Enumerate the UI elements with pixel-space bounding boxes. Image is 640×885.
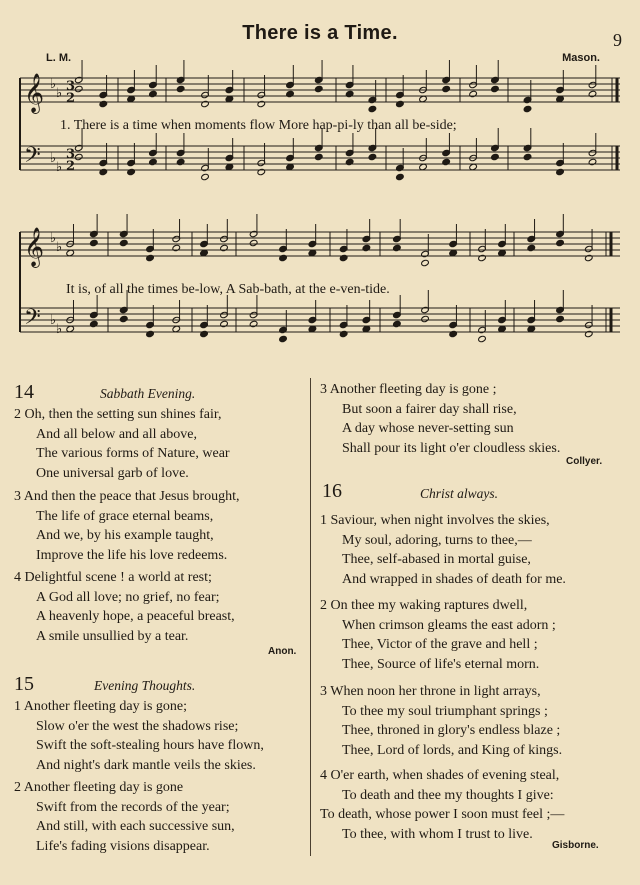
flat-icon: ♭ [50, 231, 57, 246]
note-head [556, 239, 565, 246]
verse-line: 4 Delightful scene ! a world at rest; [14, 570, 212, 585]
note-head [491, 85, 500, 92]
time-signature-top: 3 [66, 147, 76, 162]
note-head [90, 239, 99, 246]
lyric-line-1: 1. There is a time when moments flow More hap-pi-ly than all be-side; [60, 118, 457, 133]
flat-icon: ♭ [56, 160, 63, 175]
note-head [396, 100, 405, 107]
flat-icon: ♭ [56, 240, 63, 255]
lyric-line-2: It is, of all the times be-low, A Sab-bath, at the e-ven-tide. [66, 282, 390, 297]
verse-line: Swift from the records of the year; [36, 799, 230, 815]
note-head [249, 320, 258, 327]
verse-line: But soon a fairer day shall rise, [342, 401, 517, 417]
note-head [257, 100, 266, 107]
verse-line: To death, whose power I soon must feel ;— [320, 807, 565, 822]
verse-line: Thee, Source of life's eternal morn. [342, 656, 540, 672]
note-head [200, 330, 209, 337]
note-head [491, 153, 500, 160]
note-head [523, 105, 532, 112]
flat-icon: ♭ [56, 322, 63, 337]
note-head [286, 90, 295, 97]
verse-line: 4 O'er earth, when shades of evening steal, [320, 768, 560, 783]
flat-icon: ♭ [50, 151, 57, 166]
verse-line: Thee, throned in glory's endless blaze ; [342, 723, 561, 738]
verse-line: A smile unsullied by a tear. [36, 628, 189, 644]
time-signature-bottom: 2 [66, 91, 76, 106]
note-head [584, 330, 593, 337]
verse-line: The life of grace eternal beams, [36, 508, 214, 524]
verse-line: One universal garb of love. [36, 465, 189, 481]
meter-label: L. M. [46, 52, 72, 64]
note-head [523, 153, 532, 160]
hymn-16-verse-1 [320, 511, 566, 589]
note-head [421, 259, 430, 266]
hymn-14-author: Anon. [268, 646, 297, 657]
note-head [99, 168, 108, 175]
note-head [119, 315, 128, 322]
verse-line: The various forms of Nature, wear [36, 446, 230, 461]
note-head [314, 153, 323, 160]
note-head [149, 90, 158, 97]
note-head [176, 85, 185, 92]
hymn-15-verse-1 [14, 697, 264, 775]
note-head [345, 90, 354, 97]
verse-line: 3 Another fleeting day is gone ; [320, 382, 497, 397]
note-head [279, 254, 288, 261]
verse-line: Thee, self-abased in mortal guise, [342, 552, 531, 567]
verse-line: Swift the soft-stealing hours have flown, [36, 738, 264, 753]
note-head [345, 158, 354, 165]
note-head [584, 254, 593, 261]
verse-line: Life's fading visions disappear. [36, 838, 210, 854]
note-head [90, 320, 99, 327]
note-head [556, 315, 565, 322]
verse-line: 1 Saviour, when night involves the skies, [320, 513, 550, 528]
hymn-title-15: Evening Thoughts. [94, 678, 196, 693]
verse-line: And all below and all above, [36, 426, 197, 442]
note-head [527, 244, 536, 251]
note-head [396, 173, 405, 180]
hymn-14-verse-2 [14, 405, 230, 483]
note-head [99, 100, 108, 107]
note-head [127, 168, 136, 175]
flat-icon: ♭ [56, 86, 63, 101]
note-head [201, 173, 210, 180]
note-head [339, 330, 348, 337]
note-head [393, 244, 402, 251]
hymn-16-verse-3 [320, 682, 562, 760]
verse-line: And wrapped in shades of death for me. [342, 571, 566, 587]
note-head [339, 254, 348, 261]
bass-clef-icon: 𝄢 [24, 305, 41, 335]
verse-line: And night's dark mantle veils the skies. [36, 757, 256, 773]
note-head [362, 244, 371, 251]
note-head [176, 158, 185, 165]
verse-line: Thee, Victor of the grave and hell ; [342, 637, 538, 652]
verse-line: 3 When noon her throne in light arrays, [320, 684, 541, 699]
verse-line: 2 On thee my waking raptures dwell, [320, 598, 528, 613]
bass-clef-icon: 𝄢 [24, 143, 41, 173]
verse-line: Shall pour its light o'er cloudless skies. [342, 440, 561, 456]
hymn-number-14: 14 [14, 381, 34, 403]
verse-line: A God all love; no grief, no fear; [36, 589, 220, 605]
treble-clef-icon: 𝄞 [24, 73, 45, 113]
note-head [449, 330, 458, 337]
time-signature-top: 3 [66, 79, 76, 94]
note-head [119, 239, 128, 246]
note-head [149, 158, 158, 165]
note-head [146, 254, 155, 261]
verse-line: When crimson gleams the east adorn ; [342, 617, 556, 633]
verse-line: And we, by his example taught, [36, 528, 214, 543]
note-head [478, 254, 487, 261]
verse-line: Improve the life his love redeems. [36, 547, 228, 563]
note-head [172, 244, 181, 251]
hymn-number-15: 15 [14, 673, 34, 695]
note-head [201, 100, 210, 107]
hymn-15-verse-3 [320, 380, 560, 458]
hymn-16-verse-2 [320, 596, 556, 674]
hymn-number-16: 16 [322, 480, 342, 502]
verse-line: A day whose never-setting sun [342, 421, 514, 436]
note-head [442, 85, 451, 92]
verse-line: And still, with each successive sun, [36, 819, 235, 834]
note-head [588, 158, 597, 165]
flat-icon: ♭ [50, 77, 57, 92]
note-head [393, 320, 402, 327]
hymn-title-14: Sabbath Evening. [100, 386, 196, 401]
note-head [279, 335, 288, 342]
time-signature-bottom: 2 [66, 159, 76, 174]
flat-icon: ♭ [50, 313, 57, 328]
note-head [368, 153, 377, 160]
hymn-15-verse-2 [14, 778, 235, 856]
note-head [556, 168, 565, 175]
page-title: There is a Time. [242, 22, 398, 44]
hymn-16-verse-4 [320, 766, 564, 844]
verse-line: To death and thee my thoughts I give: [342, 787, 554, 803]
page-number: 9 [613, 30, 622, 50]
verse-line: Thee, Lord of lords, and King of kings. [342, 742, 563, 758]
hymn-title-16: Christ always. [420, 486, 499, 501]
note-head [314, 85, 323, 92]
verse-line: To thee my soul triumphant springs ; [342, 703, 548, 719]
treble-clef-icon: 𝄞 [24, 227, 45, 267]
verse-line: Slow o'er the west the shadows rise; [36, 718, 239, 734]
verse-line: My soul, adoring, turns to thee,— [342, 532, 532, 548]
note-head [368, 105, 377, 112]
composer-label: Mason. [562, 52, 600, 64]
note-head [421, 315, 430, 322]
music-score [0, 0, 640, 360]
hymn-14-verse-3 [14, 487, 240, 565]
note-head [220, 320, 229, 327]
verse-line: 3 And then the peace that Jesus brought, [14, 489, 240, 504]
note-head [74, 85, 83, 92]
verse-line: 2 Another fleeting day is gone [14, 780, 184, 795]
note-head [146, 330, 155, 337]
note-head [220, 244, 229, 251]
hymn-14-verse-4 [14, 568, 235, 646]
column-divider [310, 378, 311, 856]
verse-line: 1 Another fleeting day is gone; [14, 699, 188, 714]
note-head [257, 168, 266, 175]
note-head [588, 90, 597, 97]
verse-line: To thee, with whom I trust to live. [342, 826, 533, 842]
verse-line: 2 Oh, then the setting sun shines fair, [14, 407, 222, 422]
note-head [469, 90, 478, 97]
note-head [249, 239, 258, 246]
note-head [478, 335, 487, 342]
note-head [442, 158, 451, 165]
note-head [74, 153, 83, 160]
hymn-16-author: Gisborne. [552, 840, 599, 851]
hymn-15-author: Collyer. [566, 456, 603, 467]
verse-line: A heavenly hope, a peaceful breast, [36, 609, 235, 624]
